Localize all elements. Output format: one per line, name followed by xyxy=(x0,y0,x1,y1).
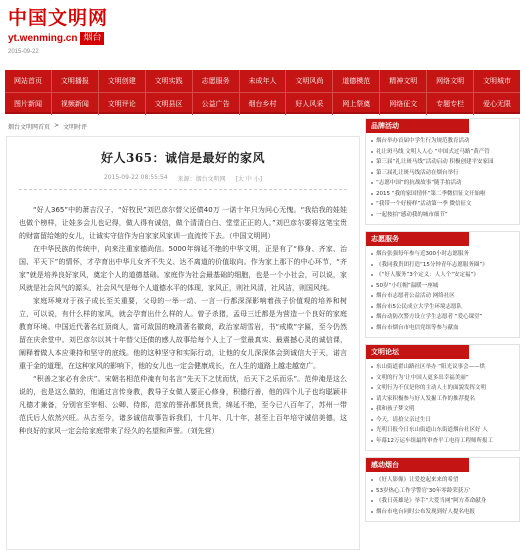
sidebar-link[interactable]: 烟台市烟台市电信党组等参与献血 xyxy=(370,323,515,334)
sidebar-link[interactable]: 烟台张强每年参与近300小时志愿服务 xyxy=(370,249,515,260)
logo-title: 中国文明网 xyxy=(8,7,109,29)
nav-row-1 xyxy=(5,70,520,92)
nav-row-2 xyxy=(5,92,520,114)
sidebar-link[interactable]: 烟台市5公民成立大学生环境志愿队 xyxy=(370,302,515,313)
sidebar-link[interactable]: 今天，请拾父亲过生日 xyxy=(370,415,515,426)
article-paragraph: “积善之家必有余庆”。宋朝名相范仲淹有句名言“先天下之忧而忧，后天下之乐而乐”。范仲淹是这么说的，也是这么做的，他通过言传身教，教导子女做人要正心修身，积德行善，他的四个儿子也均聪颖非凡德才兼备，分别官至宰相、公卿、侍郎，范家的誉孙都贤良贵，绵延不绝，至今已八百年了，苏州一带范氏后人依然兴旺。从古至今，诸多诚信故事告诉我们，十几年、几十年，甚至上百年培守诚信美德，这种良好的家风一定会给家庭带来了经久的名望和声誉。（刘先营） xyxy=(19,375,347,435)
sidebar-box-volunteer xyxy=(365,231,520,338)
sidebar-link[interactable]: “我带一个好榜样”活动第一季 微信征文 xyxy=(370,199,515,210)
article-panel xyxy=(6,136,360,550)
sidebar-link[interactable]: 《“好人服务”3个定义：人人个“安定福”》 xyxy=(370,270,515,281)
article-paragraph: 在中华民族的传统中，向来注重家德尚信。5000年绵延不绝的中华文明，正是有了“修身、齐家、治国、平天下”的情怀，才孕育出中华儿女齐不失义、达不离道的价值取向。作为家上那下的中心环节，“齐家”就是培养良好家风，奠定个人的道德基础。家庭作为社会最基础的细胞，也是一个小社会，可以说，家风就是社会风气的源头，社会风气是每个人道德水平的体现，家风正，则社风清，社风洁，则国风纯。 xyxy=(19,245,347,292)
logo-city-badge: 烟台 xyxy=(80,32,104,45)
sidebar-link[interactable]: 烟台市志愿者公益活动 网络社区 xyxy=(370,291,515,302)
sidebar-link[interactable]: “志愿中国”的抗战故事”随手拍活动 xyxy=(370,178,515,189)
sidebar-box-touching xyxy=(365,457,520,522)
sidebar-link[interactable]: 我和孩子梦文明 xyxy=(370,404,515,415)
logo-url: yt.wenming.cn xyxy=(8,33,78,44)
nav-item[interactable]: 志愿服务 xyxy=(193,70,240,92)
breadcrumb-separator: > xyxy=(54,122,60,129)
sidebar-link[interactable]: 文明行为不仅是你的主动人士的面貌发挥文明 xyxy=(370,383,515,394)
sidebar-list xyxy=(366,133,519,224)
sidebar-box-title[interactable]: 志愿服务 xyxy=(366,232,519,246)
nav-item[interactable]: 文明城市 xyxy=(483,77,512,85)
sidebar-link[interactable]: 烟台动防次警方设立学生志愿者 “爱心课堂” xyxy=(370,312,515,323)
article-body xyxy=(19,204,347,438)
sidebar-link[interactable]: 《我同我贵团打造“15分钟青年志愿服务圈”》 xyxy=(370,260,515,271)
logo-url-row xyxy=(8,32,118,45)
sidebar-link[interactable]: 礼让斑马线 文明人人心 “中国式过马路”黄产管 xyxy=(370,147,515,158)
nav-item[interactable]: 未成年人 xyxy=(240,70,287,92)
header-date: 2015-09-22 xyxy=(8,49,39,55)
nav-item[interactable]: 精神文明 xyxy=(380,70,427,92)
site-header xyxy=(0,0,525,68)
article-paragraph: 家庭环境对于孩子成长至关重要，父母的一举一动、一言一行都深深影响着孩子价值观的培养和树立，可以说，有什么样的家风，就会孕育出什么样的人。曾子杀猪，孟母三迁都是为营造一个良好的家庭教育环境。中国近代著名红顶商人，富可敌国的晚清著名徽商，政治家胡雪岩，书“戒欺”字匾，至今仍然留在庆余堂中。刘巴彦尔以其十年替父还债的感人故事给每个人上了一堂最真实、最震撼心灵的诚信课，阐释着做人本应秉持和坚守的底线。他的这种坚守和实际行动，让他的女儿深深体会到诚信大于天，诺言重于金的道理，在这种家风的影响下，他的女儿也一定会健康成长，在人生的道路上越走越宽广。 xyxy=(19,297,347,370)
nav-item[interactable]: 网络文明 xyxy=(427,70,474,92)
nav-item[interactable]: 爱心无限 xyxy=(483,99,512,108)
nav-item[interactable]: 文明风尚 xyxy=(286,70,333,92)
sidebar-link[interactable]: 《好人影像》让爱挖起来来的希望 xyxy=(370,475,515,486)
nav-item[interactable]: 视频新闻 xyxy=(52,93,99,115)
sidebar-link[interactable]: 东山街道翟山路社区举办 “阳光议事会——烘 xyxy=(370,362,515,373)
font-size-selector[interactable]: [大 中 小] xyxy=(235,176,263,183)
sidebar-box-title[interactable]: 文明论坛 xyxy=(366,345,519,359)
nav-item[interactable]: 文明播报 xyxy=(52,70,99,92)
nav-item[interactable]: 图片新闻 xyxy=(5,93,52,115)
sidebar-link[interactable]: 烟台举办首届中学生行为规范教育活动 xyxy=(370,136,515,147)
sidebar-link[interactable]: 2015 “我的家国情怀”第二季微信征文开始啦 xyxy=(370,189,515,200)
breadcrumb-home[interactable]: 烟台文明网首页 xyxy=(8,124,51,131)
nav-item[interactable]: 道德模范 xyxy=(333,70,380,92)
article-source: 来源：烟台文明网 xyxy=(177,176,226,183)
nav-item[interactable]: 文明评论 xyxy=(99,93,146,115)
nav-item[interactable]: 网站首页 xyxy=(5,70,52,92)
breadcrumb-section[interactable]: 文明时评 xyxy=(63,124,88,131)
sidebar-box-title[interactable]: 品牌活动 xyxy=(366,119,519,133)
nav-item[interactable]: 网上祭奠 xyxy=(333,93,380,115)
sidebar-link[interactable]: 请大家积极参与好人发掘工作的推荐提名 xyxy=(370,394,515,405)
sidebar-link[interactable]: 第三届“礼让斑马线”活动启动 积极创建平安家园 xyxy=(370,157,515,168)
sidebar-list xyxy=(366,472,519,521)
sidebar-box-forum xyxy=(365,344,520,451)
nav-item[interactable]: 烟台乡村 xyxy=(240,93,287,115)
main-nav xyxy=(5,70,520,114)
article-date: 2015-09-22 08:55:54 xyxy=(103,174,168,181)
sidebar-link[interactable]: 第三届礼让斑马线活动在烟台举行 xyxy=(370,168,515,179)
breadcrumb xyxy=(8,122,87,131)
nav-item[interactable]: 专题专栏 xyxy=(427,93,474,115)
meta-divider xyxy=(19,189,347,190)
sidebar-list xyxy=(366,246,519,337)
nav-item[interactable]: 好人风采 xyxy=(286,93,333,115)
nav-item[interactable]: 文明实践 xyxy=(146,70,193,92)
sidebar-link[interactable]: 烟台市电台同时公布发现到好人提名电报 xyxy=(370,507,515,518)
sidebar-link[interactable]: 50岁“小红帽”温暖一座城 xyxy=(370,281,515,292)
sidebar-box-title[interactable]: 感动烟台 xyxy=(366,458,519,472)
article-paragraph: “好人365”中的萧吉汉子、“好牧民”刘巴彦尔替父还债40万 一诺十年只为问心无愧。“我给我的娃娃也做个榜样，让娃多会儿也记得，做人得有诚信，做个清清白白、堂堂正正的人。”刘巴彦尔要将这笔宝贵的财富留给她的女儿，让诚实守信作为自家家风家训一直流传下去。（中国文明网） xyxy=(19,206,347,240)
sidebar-link[interactable]: 《我日英雄是》举手“大爱当网”阿方革命献身 xyxy=(370,496,515,507)
nav-item[interactable]: 网络征文 xyxy=(380,93,427,115)
sidebar-list xyxy=(366,359,519,450)
sidebar xyxy=(365,118,520,528)
sidebar-link[interactable]: 53岁热心工作学警官‘30年零龄荣获万’ xyxy=(370,486,515,497)
nav-item[interactable]: 公益广告 xyxy=(193,93,240,115)
nav-item[interactable]: 文明创建 xyxy=(99,70,146,92)
sidebar-link[interactable]: 文明的行为‘让中国人更多出幸福美丽” xyxy=(370,373,515,384)
sidebar-link[interactable]: 年幕12万运车组最终审查平工电待工程师所报工 xyxy=(370,436,515,447)
nav-item[interactable]: 文明县区 xyxy=(146,93,193,115)
site-logo[interactable] xyxy=(8,6,118,64)
sidebar-link[interactable]: 一起按拍“感动我的城市细节” xyxy=(370,210,515,221)
sidebar-link[interactable]: 光明日报今日东山街道山东街道烟台社区好 人 xyxy=(370,425,515,436)
sidebar-box-brand xyxy=(365,118,520,225)
article-meta xyxy=(19,174,347,183)
article-title: 好人365：诚信是最好的家风 xyxy=(100,151,266,165)
